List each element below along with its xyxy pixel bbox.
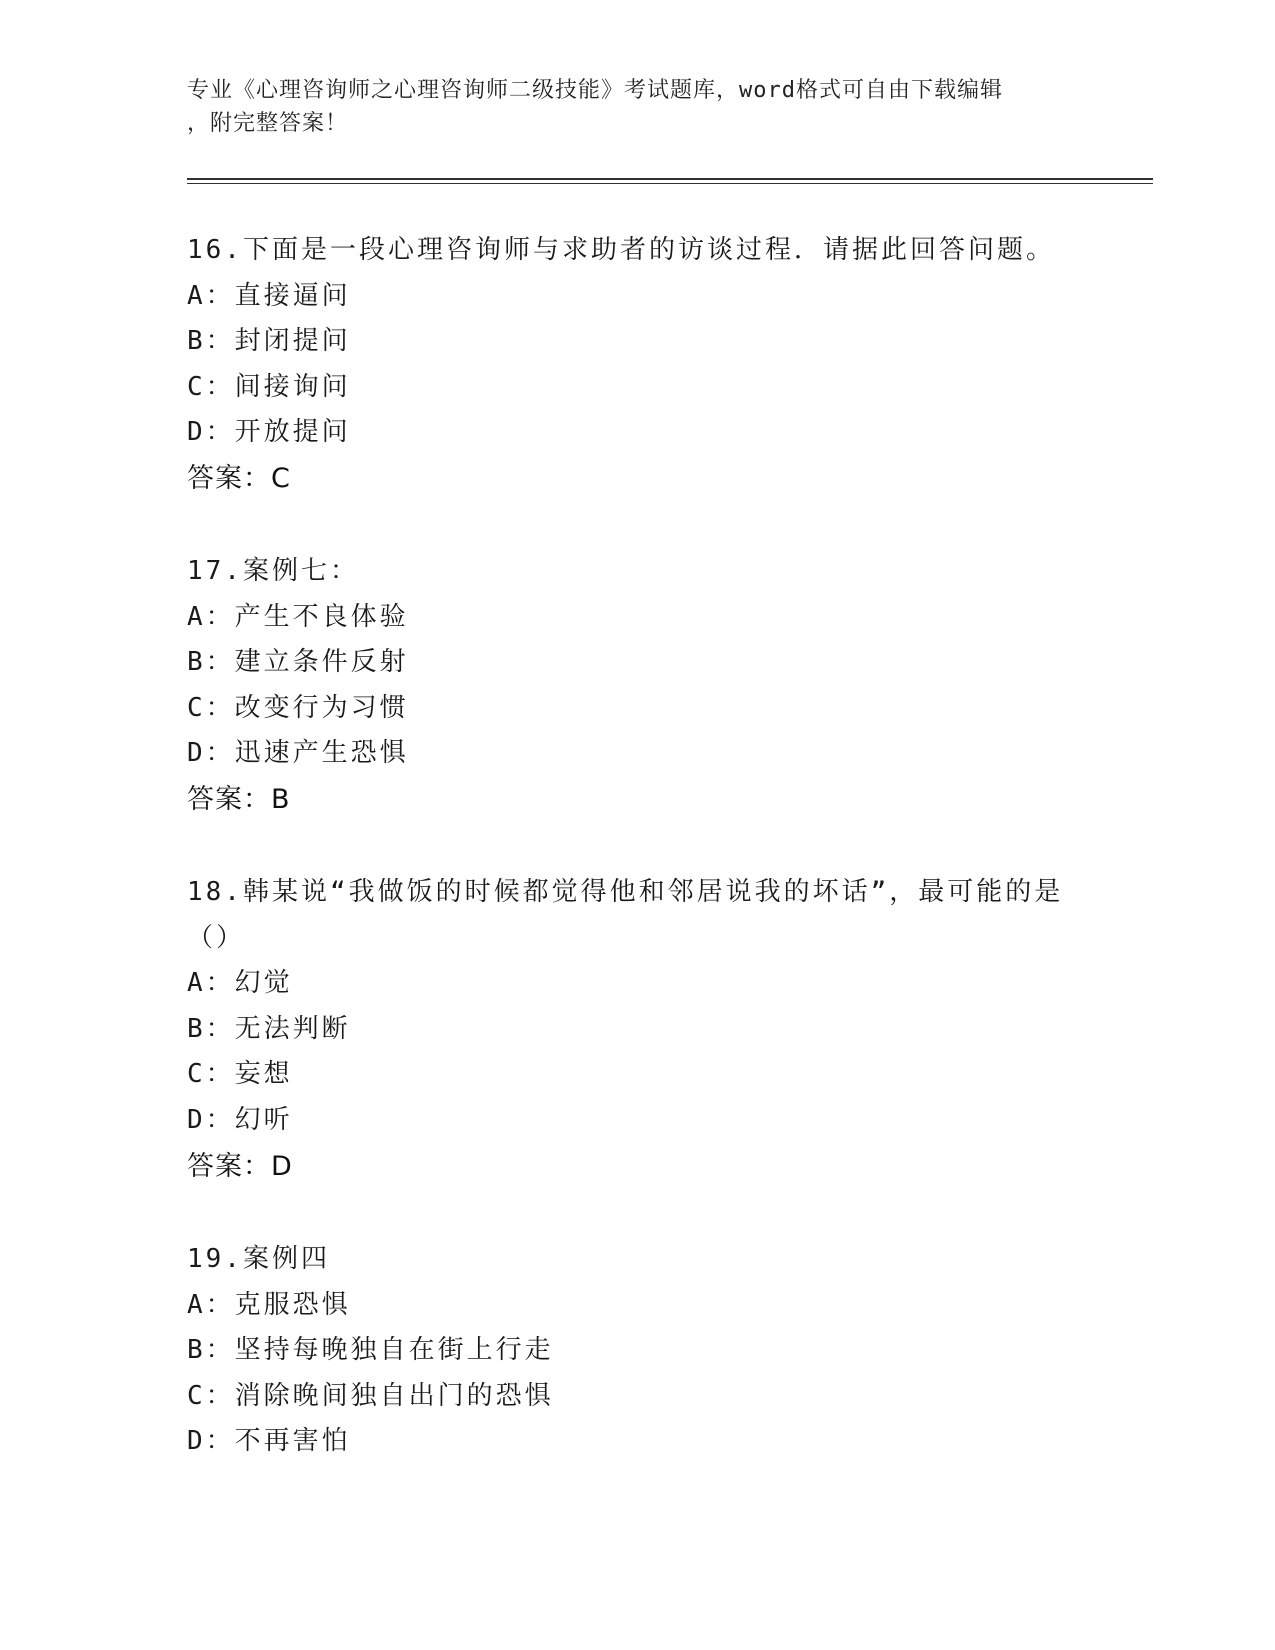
header-line-2: ，附完整答案！ [187, 111, 349, 136]
question-19 [187, 1237, 1087, 1465]
option-a: A：产生不良体验 [187, 601, 409, 632]
question-16 [187, 228, 1087, 502]
option-a: A：直接逼问 [187, 280, 351, 311]
option-b: B：封闭提问 [187, 326, 351, 357]
question-title: 16.下面是一段心理咨询师与求助者的访谈过程．请据此回答问题。 [187, 235, 1055, 265]
option-d: D：开放提问 [187, 417, 351, 448]
question-title: 19.案例四 [187, 1244, 330, 1274]
option-b: B：建立条件反射 [187, 647, 409, 678]
header-line-1: 专业《心理咨询师之心理咨询师二级技能》考试题库，word格式可自由下载编辑 [187, 78, 1003, 103]
document-header [187, 74, 1067, 140]
option-c: C：改变行为习惯 [187, 692, 409, 723]
question-title: 17.案例七： [187, 556, 359, 586]
question-title: 18.韩某说“我做饭的时候都觉得他和邻居说我的坏话”，最可能的是 [187, 877, 1064, 907]
option-c: C：间接询问 [187, 371, 351, 402]
option-b: B：坚持每晚独自在街上行走 [187, 1335, 554, 1366]
option-b: B：无法判断 [187, 1013, 351, 1044]
answer-label: 答案：C [187, 462, 291, 494]
option-a: A：克服恐惧 [187, 1289, 351, 1320]
question-17 [187, 549, 1087, 823]
answer-label: 答案：B [187, 783, 291, 815]
header-divider-thin [187, 183, 1153, 184]
question-18 [187, 870, 1087, 1189]
answer-label: 答案：D [187, 1150, 293, 1182]
header-divider [187, 178, 1153, 180]
question-title-continued: （） [187, 922, 246, 953]
option-d: D：幻听 [187, 1104, 293, 1135]
option-c: C：消除晚间独自出门的恐惧 [187, 1380, 554, 1411]
option-a: A：幻觉 [187, 968, 293, 999]
option-d: D：不再害怕 [187, 1426, 351, 1457]
option-d: D：迅速产生恐惧 [187, 738, 409, 769]
option-c: C：妄想 [187, 1059, 293, 1090]
